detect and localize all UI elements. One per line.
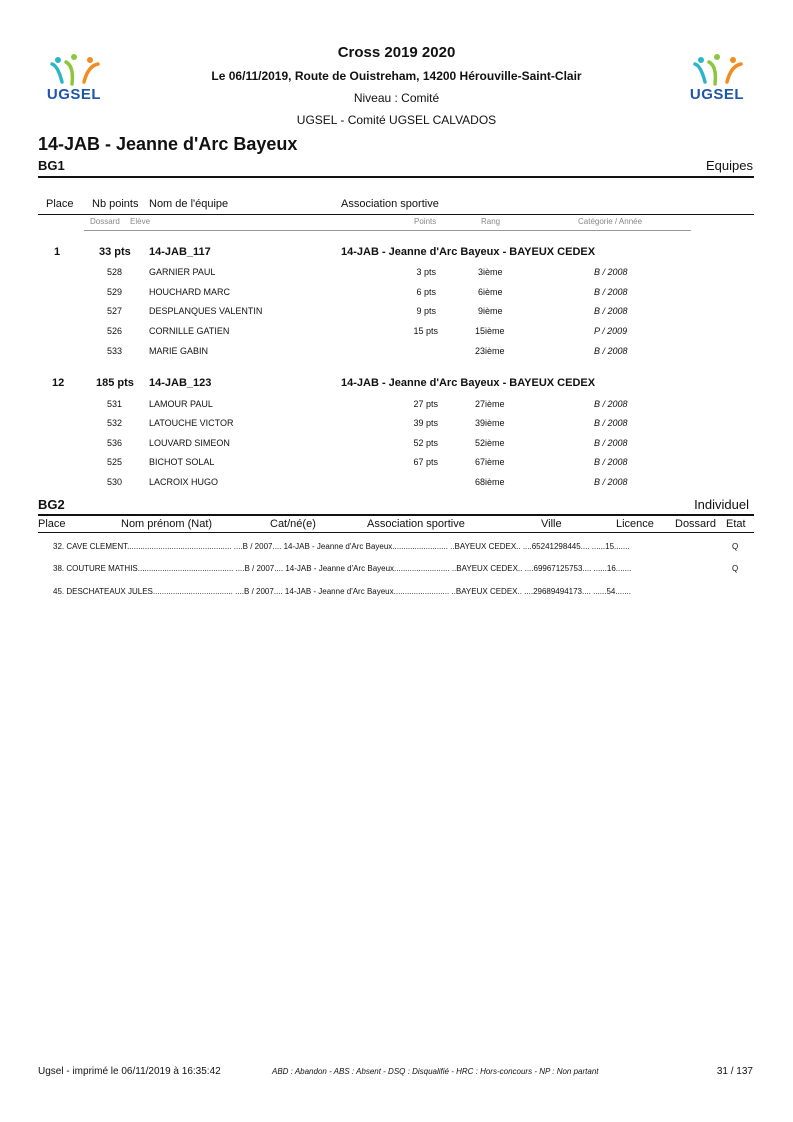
- team-association: 14-JAB - Jeanne d'Arc Bayeux - BAYEUX CEDEX: [341, 246, 596, 258]
- member-dossard: 527: [107, 306, 123, 316]
- footer-page: 31 / 137: [716, 1066, 753, 1077]
- member-name: GARNIER PAUL: [149, 267, 216, 277]
- member-points: 52 pts: [413, 438, 438, 448]
- member-name: MARIE GABIN: [149, 346, 209, 356]
- member-cat: P / 2009: [594, 326, 628, 336]
- member-name: LACROIX HUGO: [149, 477, 219, 487]
- member-name: BICHOT SOLAL: [149, 457, 215, 467]
- member-name: DESPLANQUES VALENTIN: [149, 306, 263, 316]
- team-name: 14-JAB_123: [149, 377, 212, 389]
- sub-eleve: Elève: [130, 217, 151, 226]
- member-rang: 9ième: [478, 306, 503, 316]
- col-place: Place: [38, 518, 66, 530]
- team-place: 12: [52, 377, 65, 389]
- member-cat: B / 2008: [594, 267, 628, 277]
- individual-row: 32. CAVE CLEMENT............................................... ....B / 2007.... 14-JAB - Jeanne d'Arc Bayeux......................... ..BAYEUX CEDEX.. ....65241298445.... ......15.......: [53, 542, 630, 551]
- col-team-name: Nom de l'équipe: [149, 198, 229, 210]
- event-level: Niveau : Comité: [353, 91, 440, 105]
- member-points: 9 pts: [416, 306, 436, 316]
- team-points: 185 pts: [96, 377, 134, 389]
- sub-points: Points: [414, 217, 437, 226]
- member-name: LOUVARD SIMEON: [149, 438, 230, 448]
- footer-printed: Ugsel - imprimé le 06/11/2019 à 16:35:42: [38, 1066, 221, 1077]
- member-points: 3 pts: [416, 267, 436, 277]
- sub-dossard: Dossard: [90, 217, 120, 226]
- member-dossard: 529: [107, 287, 123, 297]
- member-name: HOUCHARD MARC: [149, 287, 230, 297]
- member-name: LATOUCHE VICTOR: [149, 418, 234, 428]
- member-cat: B / 2008: [594, 438, 628, 448]
- header-rule: [38, 214, 754, 215]
- member-dossard: 532: [107, 418, 123, 428]
- col-cat: Cat/né(e): [270, 518, 316, 530]
- individual-row: 38. COUTURE MATHIS........................................... ....B / 2007.... 14-JAB - Jeanne d'Arc Bayeux......................... ..BAYEUX CEDEX.. ....69967125753.... ......16.......: [53, 564, 632, 573]
- member-name: LAMOUR PAUL: [149, 399, 213, 409]
- col-ville: Ville: [541, 518, 562, 530]
- member-cat: B / 2008: [594, 346, 628, 356]
- event-title: Cross 2019 2020: [337, 44, 456, 61]
- member-cat: B / 2008: [594, 399, 628, 409]
- individual-row: 45. DESCHATEAUX JULES.................................... ....B / 2007.... 14-JAB - Jeanne d'Arc Bayeux......................... ..BAYEUX CEDEX.. ....29689494173.... ......54.......: [53, 587, 631, 596]
- bg2-label: BG2: [38, 497, 65, 512]
- col-association: Association sportive: [341, 198, 439, 210]
- bg2-header-rule: [38, 532, 754, 533]
- bg2-divider: [38, 514, 754, 516]
- footer-legend: ABD : Abandon - ABS : Absent - DSQ : Disqualifié - HRC : Hors-concours - NP : Non partant: [272, 1067, 599, 1076]
- member-rang: 15ième: [475, 326, 505, 336]
- member-points: 27 pts: [413, 399, 438, 409]
- col-place: Place: [46, 198, 74, 210]
- member-points: 15 pts: [413, 326, 438, 336]
- member-dossard: 525: [107, 457, 123, 467]
- member-cat: B / 2008: [594, 306, 628, 316]
- team-name: 14-JAB_117: [149, 246, 211, 258]
- member-points: 39 pts: [413, 418, 438, 428]
- col-licence: Licence: [616, 518, 654, 530]
- bg1-label: BG1: [38, 158, 65, 173]
- member-cat: B / 2008: [594, 418, 628, 428]
- member-rang: 6ième: [478, 287, 503, 297]
- individual-etat: Q: [732, 542, 739, 551]
- sub-categorie: Catégorie / Année: [578, 217, 643, 226]
- member-rang: 68ième: [475, 477, 505, 487]
- member-rang: 52ième: [475, 438, 505, 448]
- logo-text: UGSEL: [46, 86, 102, 103]
- member-dossard: 530: [107, 477, 123, 487]
- subheader-rule: [84, 230, 691, 231]
- col-dossard: Dossard: [675, 518, 716, 530]
- event-committee: UGSEL - Comité UGSEL CALVADOS: [296, 113, 497, 127]
- col-etat: Etat: [726, 518, 746, 530]
- bg2-right-label: Individuel: [694, 497, 749, 512]
- sub-rang: Rang: [481, 217, 501, 226]
- col-nb-points: Nb points: [92, 198, 139, 210]
- member-dossard: 536: [107, 438, 123, 448]
- member-dossard: 528: [107, 267, 123, 277]
- logo-text: UGSEL: [689, 86, 745, 103]
- member-cat: B / 2008: [594, 477, 628, 487]
- member-dossard: 526: [107, 326, 123, 336]
- team-association: 14-JAB - Jeanne d'Arc Bayeux - BAYEUX CEDEX: [341, 377, 596, 389]
- member-rang: 23ième: [475, 346, 505, 356]
- bg1-right-label: Equipes: [706, 158, 753, 173]
- bg1-divider: [38, 176, 754, 178]
- member-rang: 3ième: [478, 267, 503, 277]
- member-points: 6 pts: [416, 287, 436, 297]
- member-points: 67 pts: [413, 457, 438, 467]
- col-association: Association sportive: [367, 518, 465, 530]
- col-name: Nom prénom (Nat): [121, 518, 213, 530]
- event-subtitle: Le 06/11/2019, Route de Ouistreham, 14200 Hérouville-Saint-Clair: [211, 69, 582, 83]
- team-points: 33 pts: [99, 246, 131, 258]
- member-rang: 39ième: [475, 418, 505, 428]
- member-name: CORNILLE GATIEN: [149, 326, 230, 336]
- member-dossard: 531: [107, 399, 123, 409]
- member-cat: B / 2008: [594, 457, 628, 467]
- member-cat: B / 2008: [594, 287, 628, 297]
- team-place: 1: [54, 246, 61, 258]
- individual-etat: Q: [732, 564, 739, 573]
- member-dossard: 533: [107, 346, 123, 356]
- school-title: 14-JAB - Jeanne d'Arc Bayeux: [38, 134, 298, 154]
- member-rang: 67ième: [475, 457, 505, 467]
- member-rang: 27ième: [475, 399, 505, 409]
